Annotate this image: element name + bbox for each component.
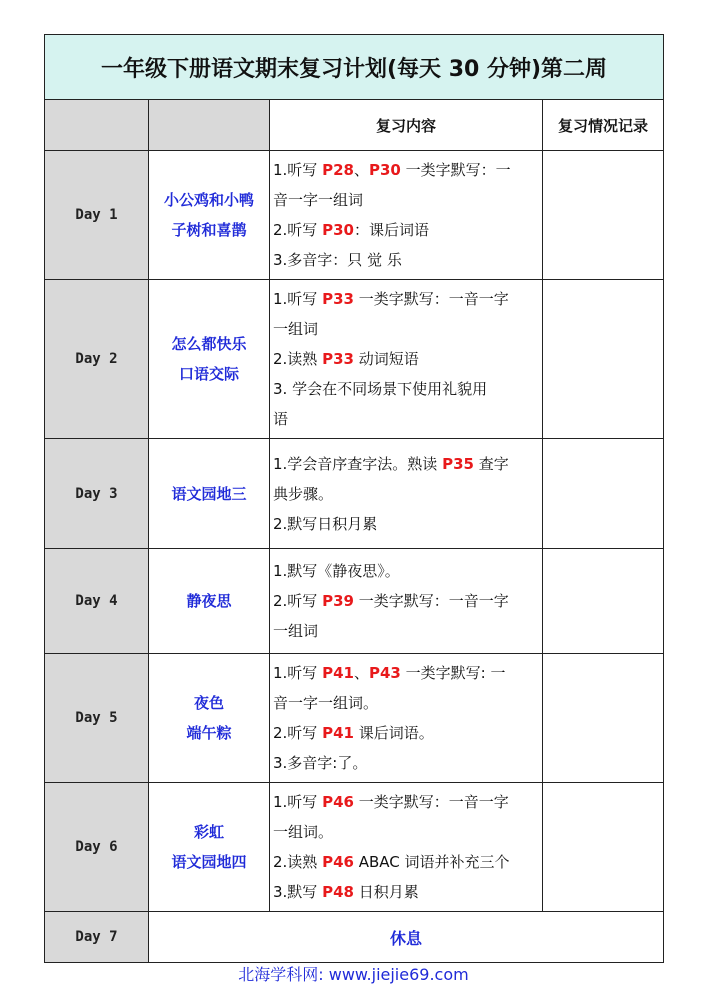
content-text: 音一字一组词。 [273,694,379,712]
lesson-title [149,654,270,783]
lesson-title [149,439,270,549]
page-ref: P30 [368,161,401,179]
content-text: 一组词。 [273,823,334,841]
content-line [273,314,538,344]
page-title: 一年级下册语文期末复习计划(每天 30 分钟)第二周 [45,35,664,100]
content-line [273,616,538,646]
content-text: 1.听写 [273,793,323,811]
lesson-title [149,151,270,280]
content-text: 2.听写 [273,221,323,239]
content-text: 音一字一组词 [273,191,364,209]
lesson-name: 夜色 [193,694,224,712]
content-line [273,344,538,374]
page-ref: P46 [322,793,354,811]
content-text: 一类字默写：一音一字 [353,290,509,308]
day-row [45,151,664,280]
content-text: 2.默写日积月累 [273,514,378,533]
header-day [45,100,149,151]
lesson-name: 怎么都快乐 [171,335,247,353]
day-label: Day 7 [45,912,149,963]
page-ref: P43 [368,664,401,682]
content-text: ABAC 词语并补充三个 [353,853,510,871]
review-content [270,783,543,912]
content-line [273,155,538,185]
day-label: Day 4 [45,549,149,654]
page-ref: P41 [322,724,354,742]
content-line [273,374,538,404]
content-text: 、 [353,161,369,179]
content-line [273,718,538,748]
review-content [270,151,543,280]
content-text: 一组词 [273,622,319,640]
record-cell[interactable] [543,151,664,280]
content-text: 1.听写 [273,664,323,682]
content-line [273,877,538,907]
content-line [273,509,538,539]
content-text: 一类字默写：一音一字 [353,793,509,811]
review-content [270,280,543,439]
content-line [273,688,538,718]
rest-row [45,912,664,963]
content-text: 3.多音字：只 觉 乐 [273,251,402,269]
review-content [270,654,543,783]
page-ref: P35 [442,454,474,473]
content-text: 1.听写 [273,290,323,308]
content-line [273,284,538,314]
page-ref: P48 [322,883,354,901]
page-ref: P33 [322,350,354,368]
content-line [273,556,538,586]
content-text: 3.多音字:了。 [273,754,368,772]
lesson-name: 小公鸡和小鸭 [163,191,254,209]
footer-site: 北海学科网: www.jiejie69.com [238,965,469,984]
page-ref: P39 [322,592,354,610]
day-row [45,549,664,654]
page-ref: P33 [322,290,354,308]
record-cell[interactable] [543,783,664,912]
content-text: 查字 [473,454,509,473]
content-text: 2.读熟 [273,853,323,871]
lesson-title [149,783,270,912]
content-line [273,479,538,509]
page-ref: P46 [322,853,354,871]
content-text: 动词短语 [353,350,419,368]
day-row [45,783,664,912]
content-text: 语 [273,410,289,428]
content-text: 一类字默写：一音一字 [353,592,509,610]
content-line [273,449,538,479]
lesson-name: 子树和喜鹊 [171,221,247,239]
content-line [273,185,538,215]
review-content [270,439,543,549]
rest-label: 休息 [149,912,664,963]
content-text: 课后词语。 [353,724,434,742]
lesson-name: 语文园地四 [171,853,247,871]
day-label: Day 1 [45,151,149,280]
lesson-name: 端午粽 [186,724,232,742]
content-line [273,245,538,275]
record-cell[interactable] [543,439,664,549]
content-text: 3.默写 [273,883,323,901]
record-cell[interactable] [543,280,664,439]
day-row [45,280,664,439]
record-cell[interactable] [543,549,664,654]
review-content [270,549,543,654]
content-line [273,748,538,778]
content-text: 2.读熟 [273,350,323,368]
content-text: 日积月累 [353,883,419,901]
content-text: 1.听写 [273,161,323,179]
lesson-name: 静夜思 [186,592,232,610]
content-text: 一类字默写: 一 [400,664,506,682]
page-ref: P41 [322,664,354,682]
content-line [273,658,538,688]
header-content: 复习内容 [270,100,543,151]
content-line [273,787,538,817]
content-text: 3. 学会在不同场景下使用礼貌用 [273,380,488,398]
content-text: 典步骤。 [273,484,334,503]
content-text: 1.学会音序查字法。熟读 [273,454,443,473]
header-row [45,100,664,151]
content-text: 一组词 [273,320,319,338]
lesson-name: 语文园地三 [171,484,247,503]
record-cell[interactable] [543,654,664,783]
day-label: Day 5 [45,654,149,783]
content-line [273,817,538,847]
content-line [273,847,538,877]
content-text: 、 [353,664,369,682]
page-ref: P28 [322,161,354,179]
content-line [273,586,538,616]
day-label: Day 6 [45,783,149,912]
content-text: ：课后词语 [353,221,429,239]
lesson-title [149,280,270,439]
lesson-name: 口语交际 [178,365,239,383]
day-label: Day 2 [45,280,149,439]
content-line [273,215,538,245]
lesson-name: 彩虹 [193,823,224,841]
review-plan-sheet [44,34,663,963]
page-ref: P30 [322,221,354,239]
day-row [45,439,664,549]
review-plan-table [44,34,664,963]
content-line [273,404,538,434]
day-row [45,654,664,783]
content-text: 1.默写《静夜思》。 [273,562,400,580]
header-record: 复习情况记录 [543,100,664,151]
content-text: 2.听写 [273,592,323,610]
header-lesson [149,100,270,151]
content-text: 2.听写 [273,724,323,742]
day-label: Day 3 [45,439,149,549]
content-text: 一类字默写：一 [400,161,511,179]
lesson-title [149,549,270,654]
